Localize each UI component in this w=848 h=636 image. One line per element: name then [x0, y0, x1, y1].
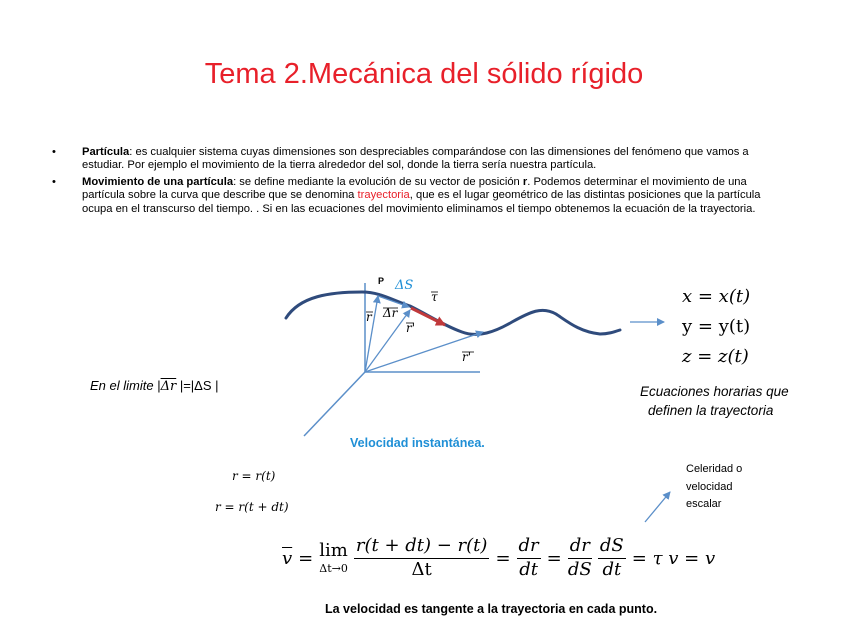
position-vector-r: r [522, 175, 528, 188]
particle-definition: : es cualquier sistema cuyas dimensiones son despreciables comparándose con las dimensiones del fenómeno que vamos a estudiar. Por ejemplo el movimiento de la tierra alrededor del sol, donde la tierra sería nuestra partícula. [82, 146, 749, 172]
eq-tail: = τ v = v [631, 547, 716, 569]
eq-lhs-v: $\overline{v}$ [282, 547, 293, 569]
eq-dt-2: dt [602, 558, 622, 580]
eq-fraction-dsdt [598, 535, 626, 581]
eq-fraction-main [354, 535, 490, 581]
eq-fraction-drdt [517, 535, 541, 581]
eq-den: Δt [411, 558, 432, 580]
velocity-title: Velocidad instantánea. [350, 436, 485, 450]
footer-note: La velocidad es tangente a la trayectoria en cada punto. [325, 602, 658, 616]
eq-equals-1: = [298, 547, 314, 569]
eq-lim: lim [319, 540, 348, 561]
tangent-arrow [411, 308, 445, 325]
point-label-p: P [378, 276, 385, 286]
vector-r [365, 296, 378, 372]
r-definition-2: r = r(t + dt) [215, 500, 289, 514]
celeridad-line-3: escalar [686, 498, 722, 510]
delta-s-label: ΔS [395, 278, 414, 293]
delta-r-label: Δr [383, 306, 398, 320]
eq-fraction-drds [568, 535, 592, 581]
r-label: r [366, 310, 372, 324]
eq-dr-2: dr [568, 535, 592, 559]
equation-x: x = x(t) [682, 286, 751, 307]
equation-z: z = z(t) [682, 346, 749, 367]
eq-ds-1: dS [567, 558, 592, 580]
celeridad-line-2: velocidad [686, 481, 733, 493]
eq-equals-2: = [495, 547, 511, 569]
term-particula: Partícula [82, 146, 130, 158]
slide-title: Tema 2.Mecánica del sólido rígido [204, 58, 644, 90]
eq-dr-1: dr [517, 535, 541, 559]
arrow-to-celeridad [645, 492, 670, 522]
highlight-trayectoria: trayectoria [357, 189, 410, 202]
eq-dt-1: dt [519, 558, 538, 580]
motion-text-3: , que es el lugar geométrico de las distintas posiciones que la partícula ocupa en el transcurso del tiempo. . Si en las ecuaciones del movimiento eliminamos el tiempo obtenemos la ecuación de la trayectoria. [82, 189, 761, 215]
eq-limit [319, 542, 348, 574]
trajectory-curve [286, 292, 620, 334]
eq-lim-sub: Δt→0 [319, 562, 348, 575]
bullet-dot: • [52, 175, 56, 188]
r-definition-1: r = r(t) [232, 469, 276, 483]
motion-text-2: . Podemos determinar el movimiento de una partícula sobre la curva que describe que se denomina [82, 175, 747, 202]
equation-y: y = y(t) [682, 316, 751, 337]
limit-bar-left: | [157, 378, 161, 393]
limit-delta-r: $\overline{\Delta r}$ [160, 379, 177, 394]
axis-x [304, 372, 365, 436]
celeridad-line-1: Celeridad o [686, 463, 743, 475]
r-prime-label: r' [406, 321, 416, 335]
eq-ds-2: dS [598, 535, 626, 559]
r-double-label: r' [462, 350, 472, 364]
tau-label: τ [431, 290, 438, 304]
equations-caption-1: Ecuaciones horarias que [640, 384, 789, 399]
limit-prefix: En el limite [90, 378, 158, 393]
limit-text [90, 378, 219, 394]
motion-text-1: : se define mediante la evolución de su vector de posición [233, 175, 523, 188]
bullet-dot: • [52, 146, 56, 158]
limit-middle: |=|ΔS | [176, 378, 219, 393]
eq-num: r(t + dt) − r(t) [354, 535, 490, 559]
term-movimiento: Movimiento de una partícula [82, 175, 234, 188]
velocity-equation [282, 530, 715, 586]
eq-equals-3: = [546, 547, 562, 569]
equations-caption-2: definen la trayectoria [648, 403, 774, 418]
